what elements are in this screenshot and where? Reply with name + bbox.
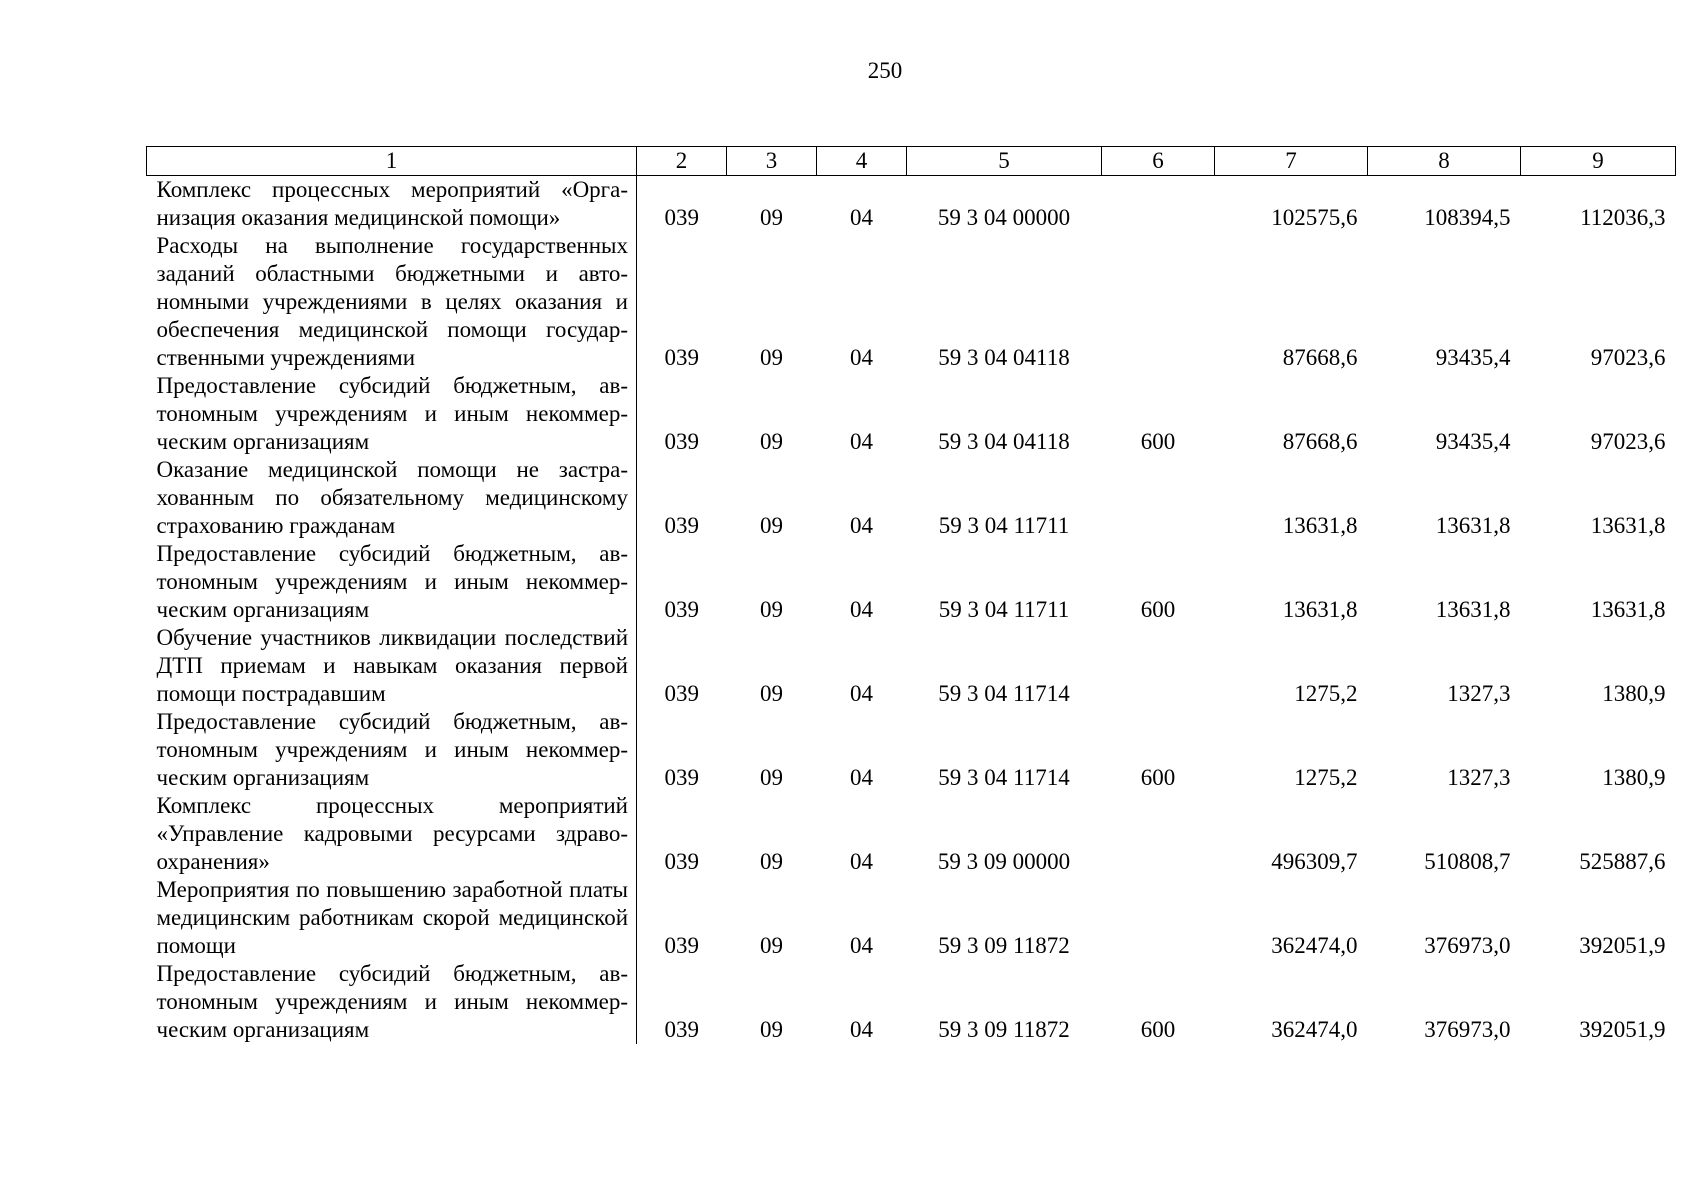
row-col-6 [1102,792,1215,876]
row-description: Мероприятия по повышению заработной платы медицинским работникам скорой медицинской помощи [147,876,637,960]
row-col-9: 13631,8 [1590,597,1666,622]
row-col-2: 039 [664,205,699,230]
row-col-9: 97023,6 [1590,429,1666,454]
row-col-7: 102575,6 [1271,205,1358,230]
row-col-2: 039 [664,933,699,958]
row-col-4: 04 [850,513,873,538]
row-col-7: 1275,2 [1294,681,1358,706]
row-col-9: 112036,3 [1580,205,1666,230]
row-description: Оказание медицинской помощи не застрахованным по обязательному медицинскому страхованию гражданам [147,456,637,540]
row-col-3: 09 [760,933,783,958]
row-col-6 [1102,876,1215,960]
row-col-3: 09 [760,1017,783,1042]
header-col-5: 5 [907,147,1102,176]
table-row [147,708,1676,792]
row-col-7: 87668,6 [1282,345,1358,370]
header-col-2: 2 [637,147,727,176]
row-col-8: 1327,3 [1447,681,1511,706]
row-col-3: 09 [760,513,783,538]
row-col-7: 496309,7 [1271,849,1358,874]
row-col-6: 600 [1140,765,1176,790]
header-col-7: 7 [1215,147,1368,176]
row-description: Комплекс процессных мероприятий «Управление кадровыми ресурсами здравоохранения» [147,792,637,876]
table-row [147,960,1676,1044]
row-col-8: 13631,8 [1435,513,1511,538]
row-description: Предоставление субсидий бюджетным, автономным учреждениям и иным некоммерческим организациям [147,960,637,1044]
table-row [147,232,1676,372]
row-col-5: 59 3 04 00000 [937,205,1071,230]
row-col-4: 04 [850,681,873,706]
header-col-9: 9 [1521,147,1676,176]
row-col-9: 525887,6 [1579,849,1666,874]
row-col-5: 59 3 04 11714 [938,765,1070,790]
table-row [147,624,1676,708]
row-col-7: 362474,0 [1271,1017,1358,1042]
row-col-4: 04 [850,429,873,454]
row-col-3: 09 [760,597,783,622]
table-row [147,176,1676,233]
row-col-2: 039 [664,597,699,622]
row-col-5: 59 3 04 04118 [938,429,1070,454]
table-row [147,456,1676,540]
row-description: Предоставление субсидий бюджетным, автономным учреждениям и иным некоммерческим организациям [147,708,637,792]
row-col-9: 1380,9 [1602,765,1666,790]
header-col-8: 8 [1368,147,1521,176]
row-col-2: 039 [664,765,699,790]
header-col-4: 4 [817,147,907,176]
row-col-4: 04 [850,1017,873,1042]
table-row [147,540,1676,624]
table-header [147,147,1676,176]
row-col-9: 97023,6 [1590,345,1666,370]
row-col-8: 93435,4 [1435,429,1511,454]
row-description: Обучение участников ликвидации последствий ДТП приемам и навыкам оказания первой помощи пострадавшим [147,624,637,708]
table-row [147,876,1676,960]
row-col-2: 039 [664,513,699,538]
row-description: Комплекс процессных мероприятий «Организация оказания медицинской помощи» [147,176,637,233]
row-description: Предоставление субсидий бюджетным, автономным учреждениям и иным некоммерческим организациям [147,372,637,456]
row-col-6 [1102,232,1215,372]
row-col-8: 108394,5 [1424,205,1511,230]
row-col-5: 59 3 09 11872 [938,1017,1070,1042]
row-col-6: 600 [1140,429,1176,454]
row-col-5: 59 3 04 11714 [938,681,1070,706]
row-col-5: 59 3 09 11872 [938,933,1070,958]
page-number: 250 [867,58,903,83]
row-col-9: 392051,9 [1579,933,1666,958]
header-row [147,147,1676,176]
row-col-8: 1327,3 [1447,765,1511,790]
row-col-7: 87668,6 [1282,429,1358,454]
row-col-7: 1275,2 [1294,765,1358,790]
row-col-7: 13631,8 [1282,513,1358,538]
row-col-8: 376973,0 [1424,933,1511,958]
row-col-8: 13631,8 [1435,597,1511,622]
row-col-4: 04 [850,597,873,622]
row-col-9: 1380,9 [1602,681,1666,706]
table-row [147,792,1676,876]
budget-table [146,146,1676,1044]
row-col-3: 09 [760,765,783,790]
row-col-2: 039 [664,849,699,874]
header-col-3: 3 [727,147,817,176]
row-col-3: 09 [760,429,783,454]
row-col-2: 039 [664,681,699,706]
row-col-7: 362474,0 [1271,933,1358,958]
row-col-4: 04 [850,205,873,230]
row-col-7: 13631,8 [1282,597,1358,622]
row-col-5: 59 3 04 04118 [938,345,1070,370]
row-col-3: 09 [760,345,783,370]
row-col-4: 04 [850,765,873,790]
row-col-9: 392051,9 [1579,1017,1666,1042]
header-col-6: 6 [1102,147,1215,176]
row-col-5: 59 3 09 00000 [937,849,1071,874]
row-col-5: 59 3 04 11711 [938,513,1070,538]
row-col-3: 09 [760,849,783,874]
row-col-6: 600 [1140,1017,1176,1042]
row-description: Расходы на выполнение государственных заданий областными бюджетными и автономными учреждениями в целях оказания и обеспечения медицинской помощи государственными учреждениями [147,232,637,372]
row-col-3: 09 [760,681,783,706]
header-col-1: 1 [147,147,637,176]
row-col-4: 04 [850,933,873,958]
row-col-3: 09 [760,205,783,230]
row-col-4: 04 [850,345,873,370]
row-description: Предоставление субсидий бюджетным, автономным учреждениям и иным некоммерческим организациям [147,540,637,624]
row-col-5: 59 3 04 11711 [938,597,1070,622]
row-col-6: 600 [1140,597,1176,622]
row-col-9: 13631,8 [1590,513,1666,538]
row-col-6 [1102,176,1215,233]
row-col-6 [1102,624,1215,708]
row-col-2: 039 [664,429,699,454]
row-col-8: 510808,7 [1424,849,1511,874]
row-col-2: 039 [664,345,699,370]
row-col-6 [1102,456,1215,540]
table-body [147,176,1676,1045]
row-col-8: 93435,4 [1435,345,1511,370]
row-col-4: 04 [850,849,873,874]
row-col-8: 376973,0 [1424,1017,1511,1042]
table-row [147,372,1676,456]
row-col-2: 039 [664,1017,699,1042]
